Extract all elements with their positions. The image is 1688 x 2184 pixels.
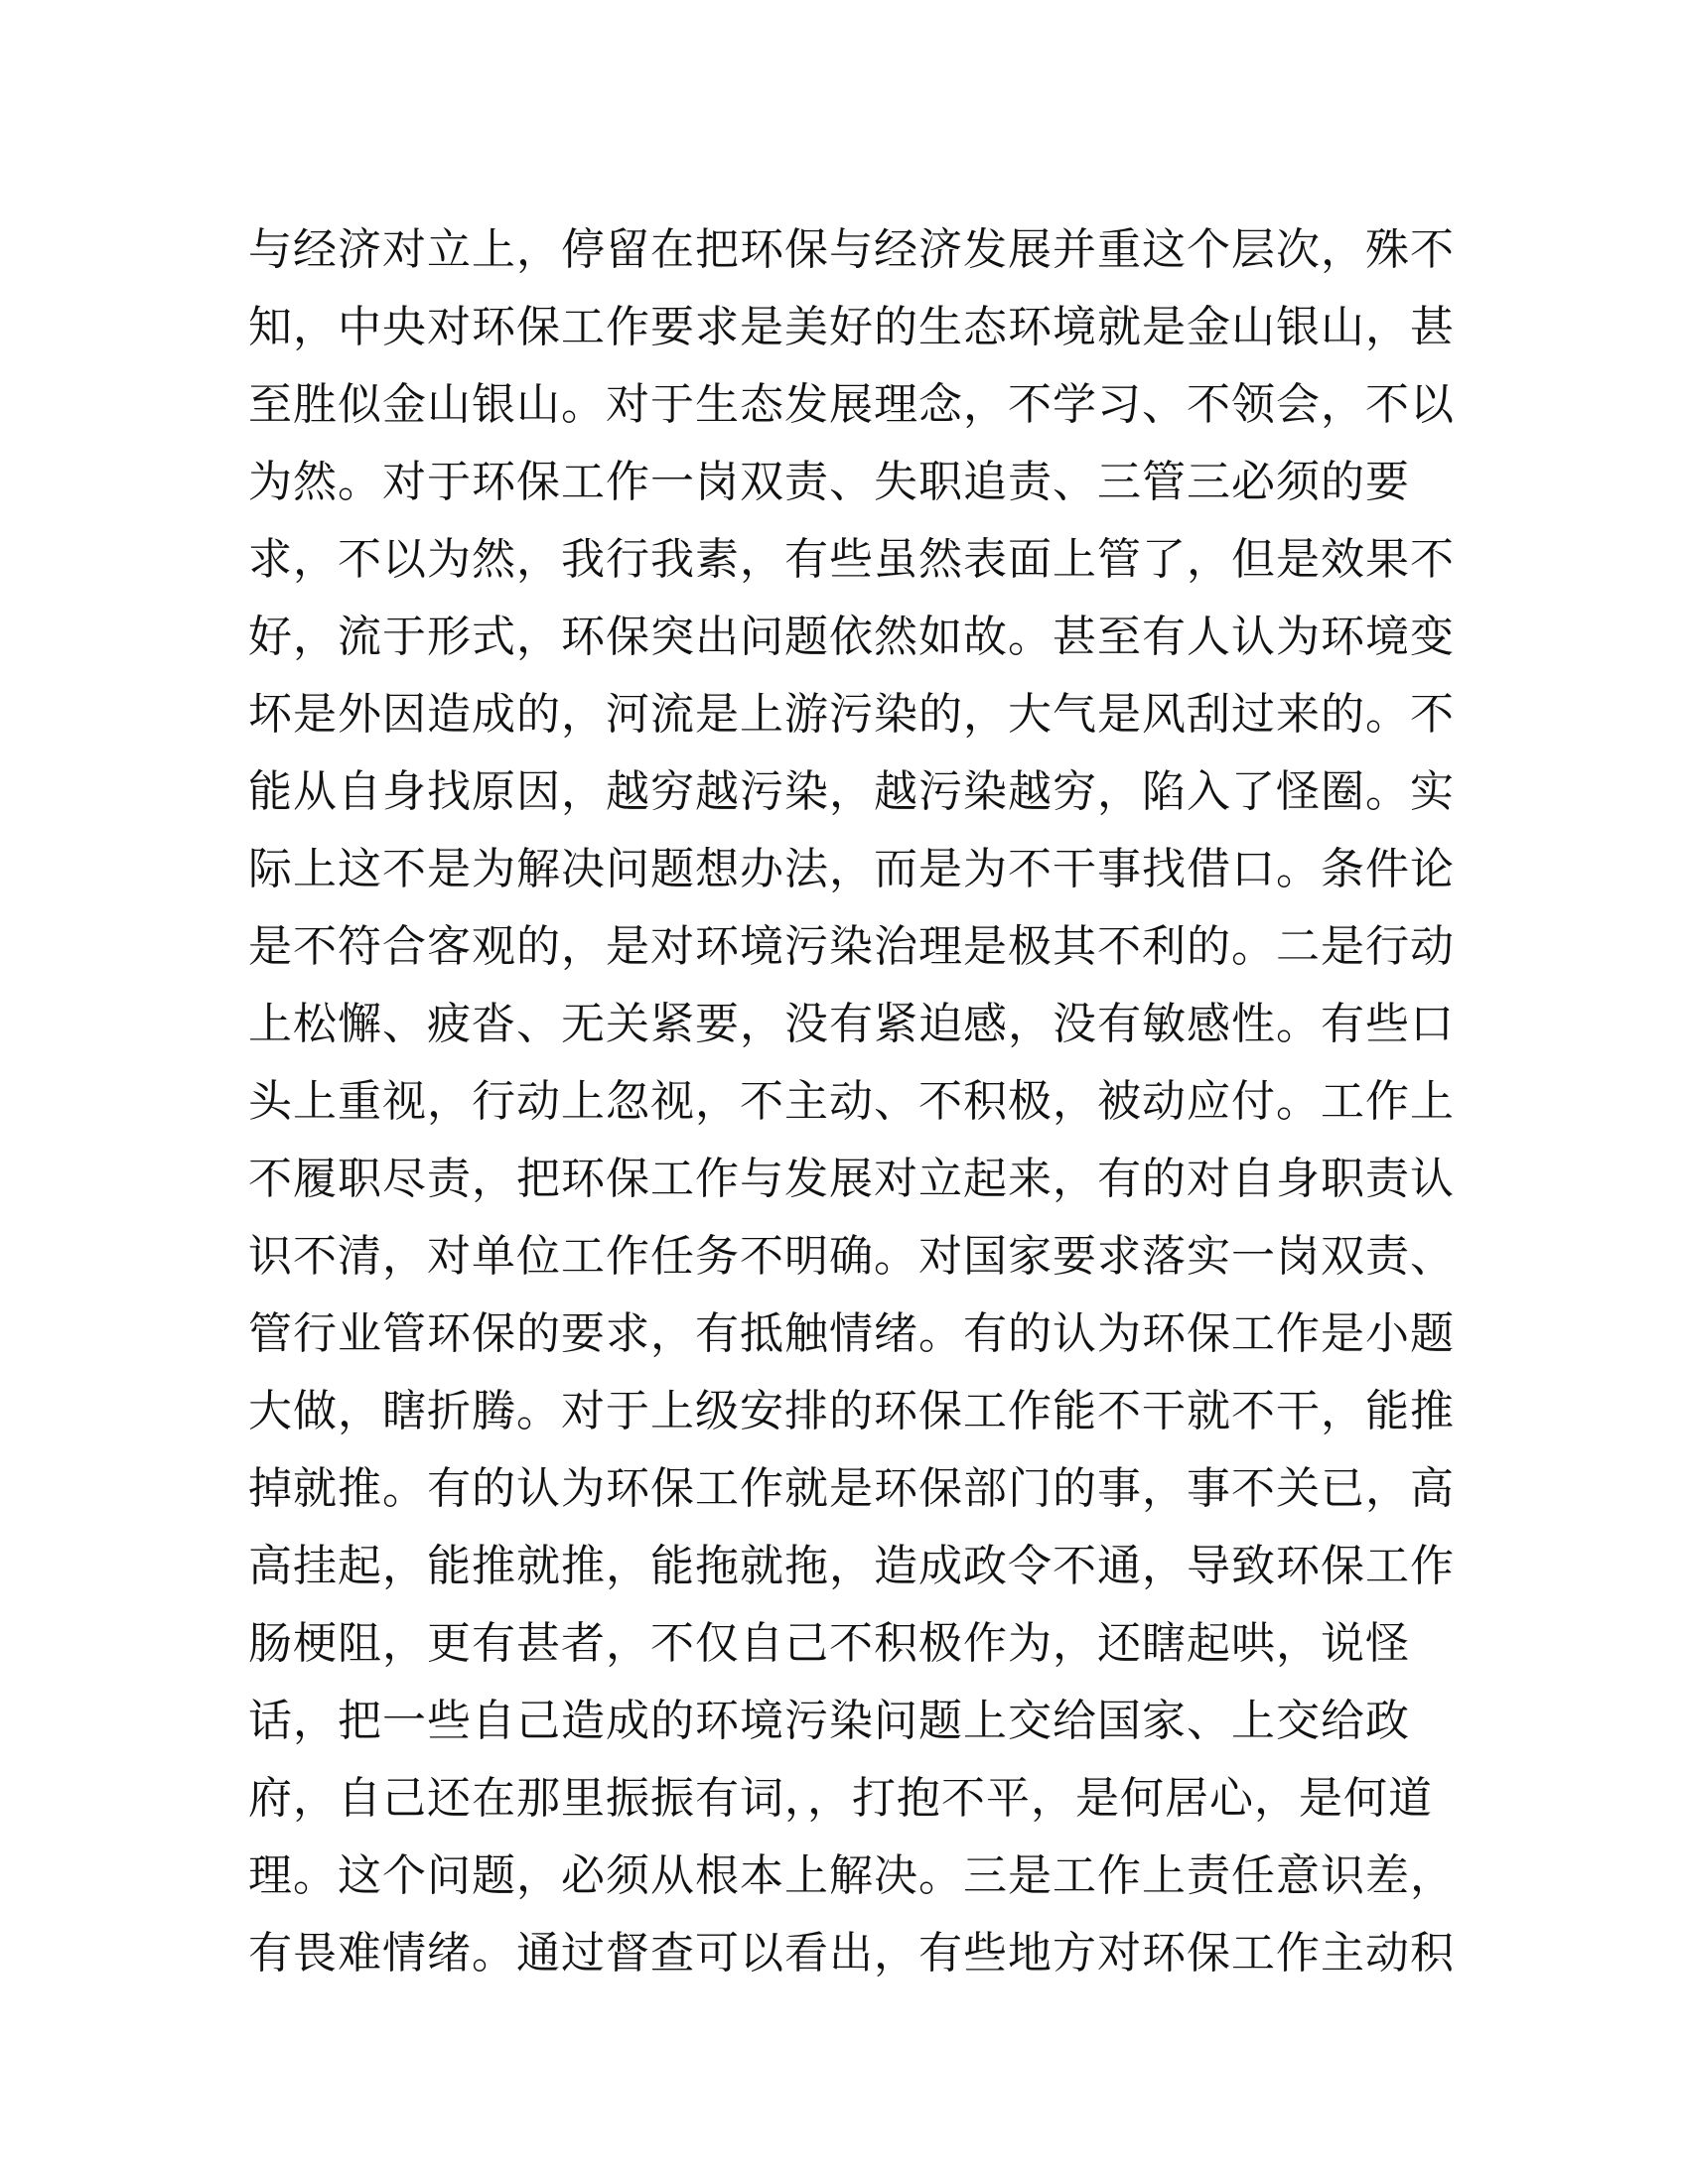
text-line: 管行业管环保的要求，有抵触情绪。有的认为环保工作是小题 [248, 1308, 1455, 1359]
text-line: 识不清，对单位工作任务不明确。对国家要求落实一岗双责、 [248, 1231, 1455, 1282]
text-line: 际上这不是为解决问题想办法，而是为不干事找借口。条件论 [248, 844, 1455, 894]
text-line: 为然。对于环保工作一岗双责、失职追责、三管三必须的要 [248, 457, 1410, 507]
text-line: 大做，瞎折腾。对于上级安排的环保工作能不干就不干，能推 [248, 1386, 1455, 1436]
text-line: 求，不以为然，我行我素，有些虽然表面上管了，但是效果不 [248, 534, 1455, 585]
text-line: 与经济对立上，停留在把环保与经济发展并重这个层次，殊不 [248, 224, 1455, 275]
text-line: 坏是外因造成的，河流是上游污染的，大气是风刮过来的。不 [248, 689, 1455, 740]
text-line: 好，流于形式，环保突出问题依然如故。甚至有人认为环境变 [248, 612, 1455, 662]
text-line: 上松懈、疲沓、无关紧要，没有紧迫感，没有敏感性。有些口 [248, 999, 1455, 1049]
text-line: 话，把一些自己造成的环境污染问题上交给国家、上交给政 [248, 1696, 1410, 1746]
text-line: 至胜似金山银山。对于生态发展理念，不学习、不领会，不以 [248, 379, 1455, 430]
text-line: 肠梗阻，更有甚者，不仅自己不积极作为，还瞎起哄，说怪 [248, 1618, 1410, 1669]
text-line: 掉就推。有的认为环保工作就是环保部门的事，事不关已，高 [248, 1463, 1455, 1514]
text-line: 是不符合客观的，是对环境污染治理是极其不利的。二是行动 [248, 921, 1455, 972]
text-line: 府，自己还在那里振振有词，，打抱不平，是何居心，是何道 [248, 1773, 1433, 1824]
text-line: 知，中央对环保工作要求是美好的生态环境就是金山银山，甚 [248, 302, 1455, 352]
text-line: 不履职尽责，把环保工作与发展对立起来，有的对自身职责认 [248, 1154, 1455, 1204]
text-line: 能从自身找原因，越穷越污染，越污染越穷，陷入了怪圈。实 [248, 766, 1455, 817]
text-line: 头上重视，行动上忽视，不主动、不积极，被动应付。工作上 [248, 1076, 1455, 1127]
text-line: 高挂起，能推就推，能拖就拖，造成政令不通，导致环保工作 [248, 1541, 1455, 1591]
text-line: 有畏难情绪。通过督查可以看出，有些地方对环保工作主动积 [248, 1928, 1455, 1979]
text-line: 理。这个问题，必须从根本上解决。三是工作上责任意识差， [248, 1850, 1455, 1901]
body-paragraph [248, 211, 1455, 1992]
